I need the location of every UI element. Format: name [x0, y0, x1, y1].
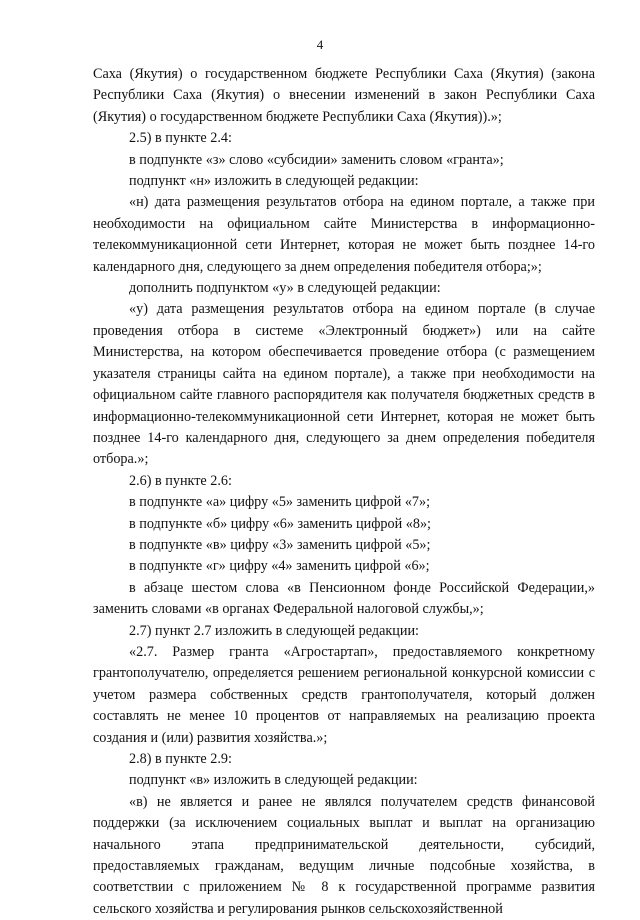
page-number: 4: [316, 37, 324, 52]
paragraph: подпункт «н» изложить в следующей редакции:: [129, 173, 419, 190]
paragraph: в подпункте «в» цифру «3» заменить цифрой «5»;: [129, 536, 431, 553]
paragraph: 2.5) в пункте 2.4:: [129, 130, 232, 147]
paragraph: 2.7) пункт 2.7 изложить в следующей редакции:: [129, 622, 419, 639]
paragraph: подпункт «в» изложить в следующей редакции:: [129, 772, 418, 789]
paragraph: Саха (Якутия) о государственном бюджете Республики Саха (Якутия) (закона Республики Саха (Якутия) о внесении изменений в закон Республики Саха (Якутия) о государственном бюджете Республики Саха (Якутия)).»;: [93, 66, 595, 125]
paragraph: «в) не является и ранее не являлся получателем средств финансовой поддержки (за исключением социальных выплат и выплат на организацию начального этапа предпринимательской деятельности, субсидий, предоставляемых гражданам, ведущим личные подсобные хозяйства, в соответствии с приложением № 8 к государственной программе развития сельского хозяйства и регулирования рынков сельскохозяйственной: [93, 793, 595, 917]
paragraph: «у) дата размещения результатов отбора на едином портале (в случае проведения отбора в системе «Электронный бюджет») или на сайте Министерства, на котором обеспечивается проведение отбора (с размещением указателя страницы сайта на едином портале), а также при необходимости на официальном сайте главного распорядителя как получателя бюджетных средств в информационно-телекоммуникационной сети Интернет, которая не может быть позднее 14-го календарного дня, следующего за днем определения победителя отбора.»;: [93, 301, 595, 468]
paragraph: 2.8) в пункте 2.9:: [129, 751, 232, 767]
paragraph: в подпункте «б» цифру «6» заменить цифрой «8»;: [129, 515, 431, 532]
paragraph: «н) дата размещения результатов отбора на едином портале, а также при необходимости на официальном сайте Министерства в информационно-телекоммуникационной сети Интернет, которая не может быть позднее 14-го календарного дня, следующего за днем определения победителя отбора;»;: [93, 194, 595, 275]
paragraph: «2.7. Размер гранта «Агростартап», предоставляемого конкретному грантополучателю, определяется решением региональной конкурсной комиссии с учетом размера собственных средств грантополучателя, который должен составлять не менее 10 процентов от направляемых на реализацию проекта создания и (или) развития хозяйства.»;: [93, 643, 595, 746]
paragraph: в подпункте «з» слово «субсидии» заменить словом «гранта»;: [129, 151, 504, 168]
paragraph: в абзаце шестом слова «в Пенсионном фонде Российской Федерации,» заменить словами «в органах Федеральной налоговой службы,»;: [93, 579, 595, 618]
document-body: [93, 64, 595, 920]
paragraph: в подпункте «а» цифру «5» заменить цифрой «7»;: [129, 494, 431, 511]
paragraph: в подпункте «г» цифру «4» заменить цифрой «6»;: [129, 558, 430, 575]
paragraph: 2.6) в пункте 2.6:: [129, 472, 232, 489]
paragraph: дополнить подпунктом «у» в следующей редакции:: [129, 280, 441, 297]
